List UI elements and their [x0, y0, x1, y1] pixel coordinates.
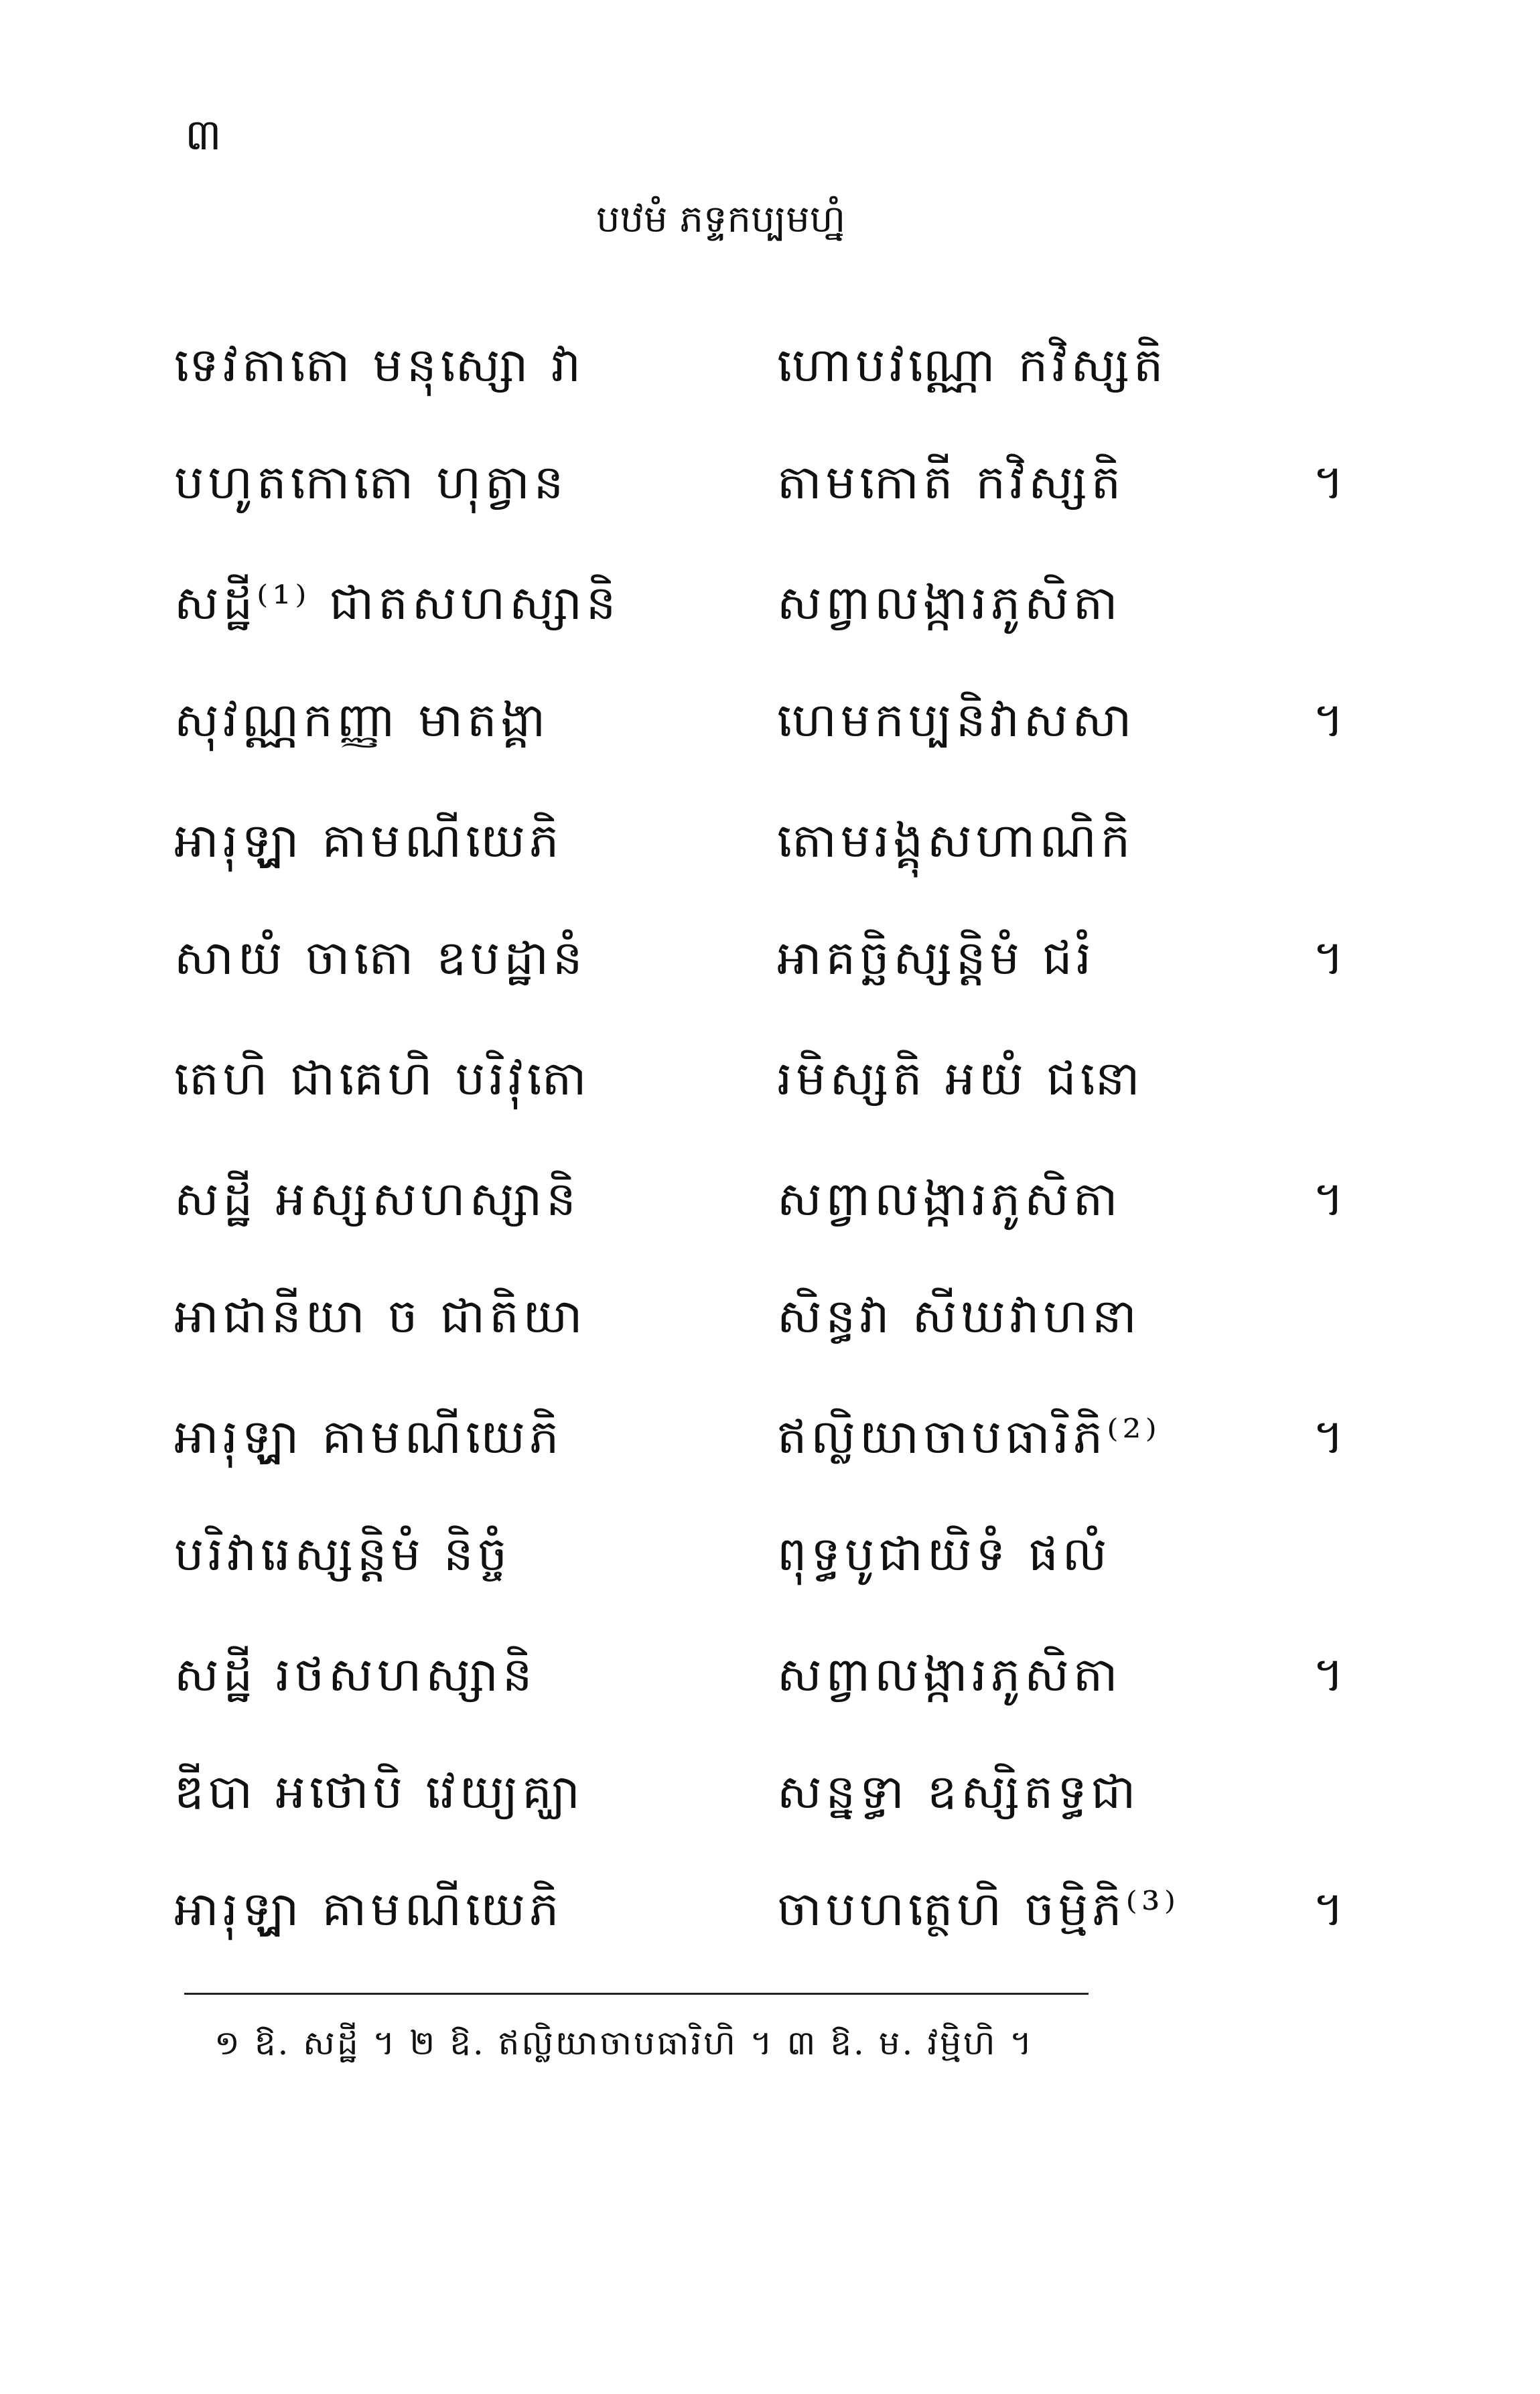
verse-line: [174, 566, 1367, 640]
verse-end-mark: ។: [1313, 1409, 1344, 1464]
verse-line: [174, 921, 1367, 995]
verse-second-half: តាមកោតី កវិស្សតិ: [777, 455, 1125, 510]
verse-line: [174, 1638, 1367, 1711]
verse-first-half: សដ្ឋី អស្សសហស្សានិ: [174, 1172, 580, 1226]
verse-second-half: ហេមកប្បនិវាសសា: [777, 693, 1136, 748]
verse-line: [174, 1755, 1367, 1829]
verse-first-half: អារុឡ្ហា គាមណីយេភិ: [174, 813, 563, 868]
verse-second-half: សន្នទ្ធា ឧស្សិតទ្ធជា: [777, 1764, 1140, 1819]
verse-line: [174, 1279, 1367, 1353]
verse-end-mark: ។: [1313, 693, 1344, 748]
verse-line: [174, 804, 1367, 877]
verse-line: [174, 1872, 1367, 1946]
verse-second-half: ឥល្លិយាចាបធារិភិ⁽²⁾: [777, 1409, 1161, 1464]
verse-first-half: អារុឡ្ហា គាមណីយេភិ: [174, 1882, 563, 1937]
verse-first-half: ទេវតាតោ មនុស្សោ វា: [174, 338, 585, 393]
verse-end-mark: ។: [1313, 1172, 1344, 1226]
verse-first-half: អាជានីយា ច ជាតិយា: [174, 1289, 587, 1344]
verse-second-half: សិន្ធវា សីឃវាហនា: [777, 1289, 1141, 1344]
verse-first-half: សុវណ្ណកញ្ញា មាតង្គា: [174, 693, 550, 748]
verse-first-half: សដ្ឋី⁽¹⁾ ជាតសហស្សានិ: [174, 575, 620, 630]
verse-end-mark: ។: [1313, 1882, 1344, 1937]
verse-first-half: បរិវារេស្សន្តិមំ និច្ចំ: [174, 1527, 512, 1581]
verse-second-half: ចាបហត្ថេហិ ចម្មិភិ⁽³⁾: [777, 1882, 1180, 1937]
verse-line: [174, 1517, 1367, 1591]
verse-line: [174, 445, 1367, 519]
verse-line: [174, 1042, 1367, 1115]
verse-end-mark: ។: [1313, 455, 1344, 510]
verse-end-mark: ។: [1313, 1647, 1344, 1702]
verse-end-mark: ។: [1313, 930, 1344, 985]
verse-second-half: រមិស្សតិ អយំ ជនោ: [777, 1051, 1144, 1106]
verse-second-half: សព្វាលង្ការភូសិតា: [777, 1647, 1122, 1702]
page-number: ៣: [185, 111, 222, 160]
verse-second-half: សព្វាលង្ការភូសិតា: [777, 575, 1122, 630]
verse-second-half: អាគច្ឆិស្សន្តិមំ ជរំ: [777, 930, 1095, 985]
verse-first-half: ឌីបា អថោបិ វេយ្យគ្ឃា: [174, 1764, 584, 1819]
footnotes: ១ ឱ. សដ្ឋី ។ ២ ឱ. ឥល្លិយាចាបធារិហិ ។ ៣ ឱ. ម. វម្មិហិ ។: [214, 2024, 1034, 2062]
footnote-divider: [184, 1993, 1089, 1995]
verse-line: [174, 683, 1367, 757]
verse-first-half: សដ្ឋី រថសហស្សានិ: [174, 1647, 537, 1702]
verse-first-half: អារុឡ្ហា គាមណីយេភិ: [174, 1409, 563, 1464]
section-title: បឋមំ ភទ្ទកប្បមហ្នំ: [596, 198, 846, 241]
verse-first-half: បហូតកោតោ ហុត្វាន: [174, 455, 568, 510]
verse-line: [174, 1162, 1367, 1236]
verse-first-half: តេហិ ជាគេហិ បរិវុតោ: [174, 1051, 591, 1106]
verse-line: [174, 328, 1367, 402]
verse-second-half: តោមរង្គុសហាណិកិ: [777, 813, 1135, 868]
verse-line: [174, 1400, 1367, 1474]
verse-second-half: ពុទ្ធបូជាយិទំ ផលំ: [777, 1527, 1111, 1581]
verse-second-half: ហោបវណ្ណោ កវិស្សតិ: [777, 338, 1168, 393]
verse-second-half: សព្វាលង្ការភូសិតា: [777, 1172, 1122, 1226]
verse-first-half: សាយំ ចាតោ ឧបដ្ឋានំ: [174, 930, 587, 985]
